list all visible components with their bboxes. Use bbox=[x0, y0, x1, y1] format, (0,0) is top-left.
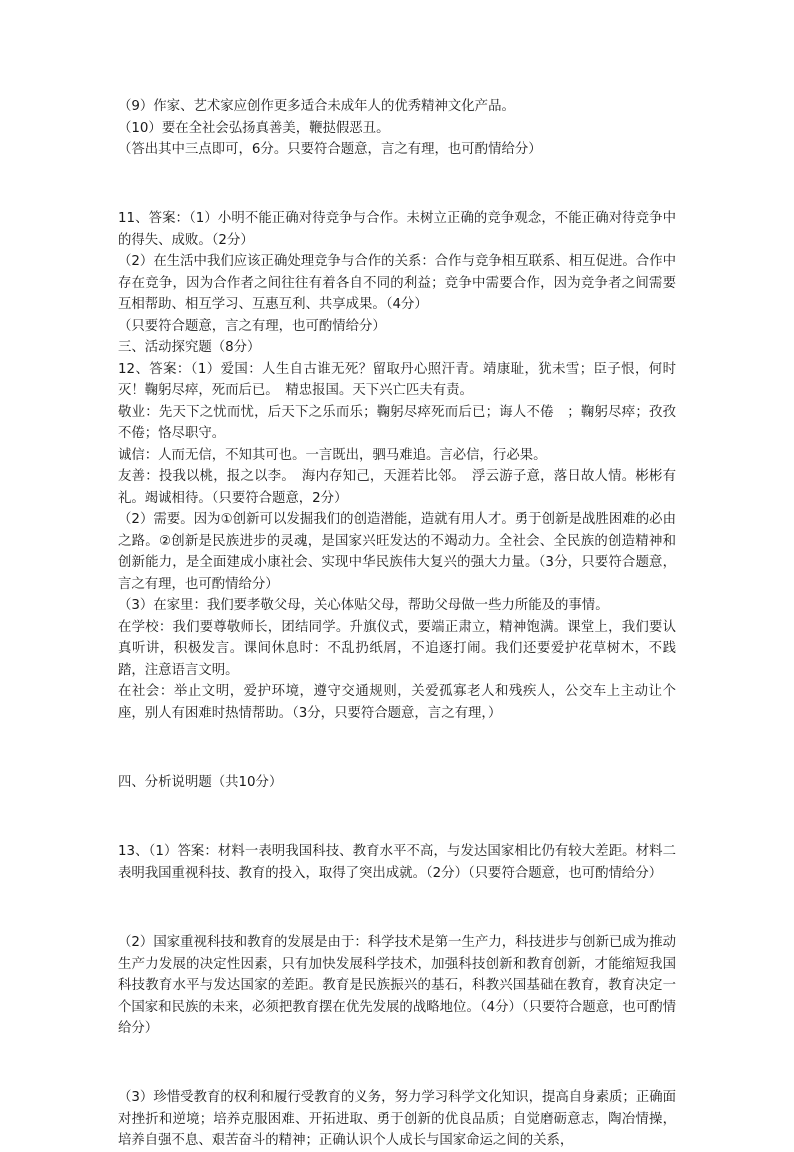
blank-line bbox=[118, 807, 676, 828]
paragraph: （只要符合题意，言之有理，也可酌情给分） bbox=[118, 318, 386, 334]
paragraph: 四、分析说明题（共10分） bbox=[118, 775, 283, 791]
paragraph: （2）国家重视科技和教育的发展是由于：科学技术是第一生产力，科技进步与创新已成为推动生产力发展的决定性因素，只有加快发展科学技术，加强科技创新和教育创新，才能缩短我国科技教育水平与发达国家的差距。教育是民族振兴的基石，科教兴国基础在教育，教育决定一个国家和民族的未来，必须把教育摆在优先发展的战略地位。（4分）（只要符合题意，也可酌情给分） bbox=[118, 935, 676, 1037]
paragraph: （9）作家、艺术家应创作更多适合未成年人的优秀精神文化产品。 bbox=[118, 99, 515, 114]
blank-line bbox=[118, 1053, 676, 1074]
paragraph: 友善：投我以桃，报之以李。 海内存知己，天涯若比邻。 浮云游子意，落日故人情。彬彬有礼。竭诚相待。（只要符合题意，2分） bbox=[118, 469, 676, 506]
paragraph: 11、答案：（1）小明不能正确对待竞争与合作。未树立正确的竞争观念，不能正确对待竞争中的得失、成败。（2分） bbox=[118, 211, 676, 248]
paragraph: （3）在家里：我们要孝敬父母，关心体贴父母，帮助父母做一些力所能及的事情。 bbox=[118, 598, 609, 614]
paragraph: （答出其中三点即可，6分。只要符合题意，言之有理，也可酌情给分） bbox=[118, 142, 542, 157]
blank-line bbox=[118, 898, 676, 919]
paragraph: 13、（1）答案：材料一表明我国科技、教育水平不高，与发达国家相比仍有较大差距。材料二表明我国重视科技、教育的投入，取得了突出成就。（2分）（只要符合题意，也可酌情给分） bbox=[118, 844, 676, 881]
paragraph: 诚信：人而无信，不知其可也。一言既出，驷马难追。言必信，行必果。 bbox=[118, 447, 547, 463]
paragraph: （3）珍惜受教育的权利和履行受教育的义务，努力学习科学文化知识，提高自身素质；正确面对挫折和逆境；培养克服困难、开拓进取、勇于创新的优良品质；自觉磨砺意志，陶冶情操，培养自强不息、艰苦奋斗的精神；正确认识个人成长与国家命运之间的关系， bbox=[118, 1090, 676, 1149]
paragraph: （2）需要。因为①创新可以发掘我们的创造潜能，造就有用人才。勇于创新是战胜困难的必由之路。②创新是民族进步的灵魂，是国家兴旺发达的不竭动力。全社会、全民族的创造精神和创新能力，是全面建成小康社会、实现中华民族伟大复兴的强大力量。（3分，只要符合题意，言之有理，也可酌情给分） bbox=[118, 512, 676, 592]
paragraph: 敬业：先天下之忧而忧，后天下之乐而乐；鞠躬尽瘁死而后已；诲人不倦 ；鞠躬尽瘁；孜孜不倦；恪尽职守。 bbox=[118, 404, 676, 442]
paragraph: 在社会：举止文明，爱护环境，遵守交通规则，关爱孤寡老人和残疾人，公交车上主动让个座，别人有困难时热情帮助。（3分，只要符合题意，言之有理，） bbox=[118, 684, 676, 721]
paragraph: 三、活动探究题（8分） bbox=[118, 340, 261, 356]
paragraph: （2）在生活中我们应该正确处理竞争与合作的关系：合作与竞争相互联系、相互促进。合作中存在竞争，因为合作者之间往往有着各自不同的利益；竞争中需要合作，因为竞争者之间需要互相帮助、相互学习、互惠互利、共享成果。（4分） bbox=[118, 254, 676, 313]
paragraph: 12、答案：（1）爱国：人生自古谁无死？留取丹心照汗青。靖康耻，犹未雪；臣子恨，何时灭！鞠躬尽瘁，死而后已。 精忠报国。天下兴亡匹夫有责。 bbox=[118, 361, 676, 399]
paragraph: （10）要在全社会弘扬真善美，鞭挞假恶丑。 bbox=[118, 120, 390, 136]
blank-line bbox=[118, 174, 676, 195]
document-page bbox=[118, 96, 676, 1152]
blank-line bbox=[118, 738, 676, 759]
paragraph: 在学校：我们要尊敬师长，团结同学。升旗仪式，要端正肃立，精神饱满。课堂上，我们要认真听讲，积极发言。课间休息时：不乱扔纸屑，不追逐打闹。我们还要爱护花草树木，不践踏，注意语言文明。 bbox=[118, 619, 676, 678]
